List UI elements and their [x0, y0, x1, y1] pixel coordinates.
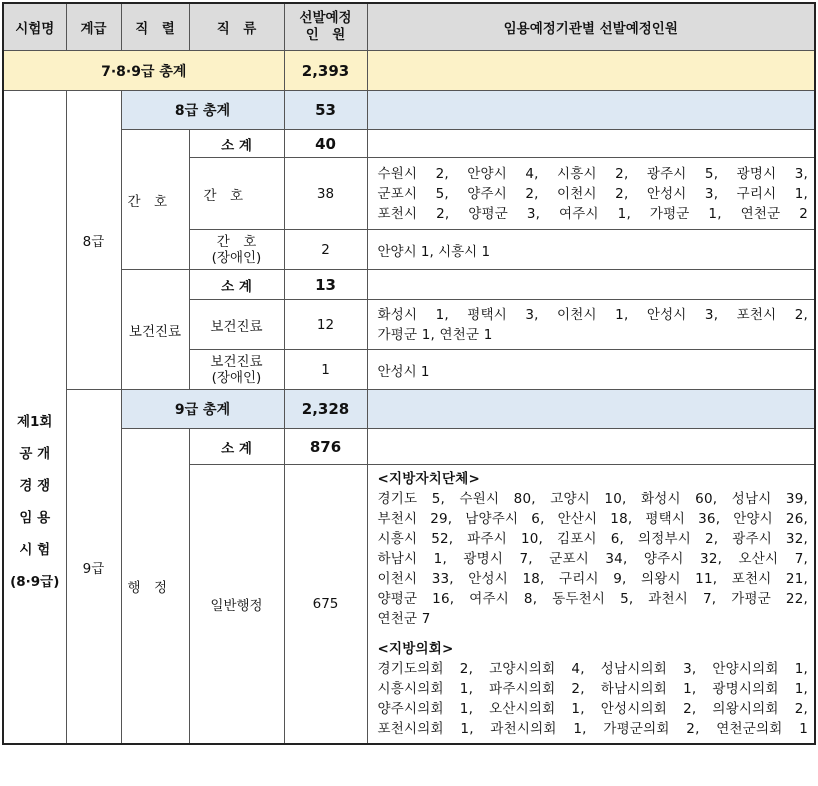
- header-planned-line1: 선발예정: [299, 10, 352, 26]
- agency-line: 화성시 1, 평택시 3, 이천시 1, 안성시 3, 포천시 2,: [377, 306, 808, 323]
- header-grade: 계급: [66, 3, 121, 51]
- admin-subtotal-value: 876: [284, 429, 367, 465]
- agency-line: 하남시 1, 광명시 7, 군포시 34, 양주시 32, 오산시 7,: [377, 551, 808, 567]
- health-type: 보건진료: [189, 300, 284, 350]
- health-disabled-type-line2: (장애인): [211, 369, 262, 386]
- nursing-series: 간 호: [127, 193, 168, 210]
- health-disabled-type-line1: 보건진료: [210, 353, 263, 370]
- agency-line: 수원시 2, 안양시 4, 시흥시 2, 광주시 5, 광명시 3,: [377, 165, 808, 182]
- header-planned: [284, 3, 367, 51]
- admin-type: 일반행정: [189, 465, 284, 745]
- admin-subtotal-agencies: [367, 429, 815, 465]
- nursing-count: 38: [284, 158, 367, 230]
- health-disabled-type: [189, 350, 284, 390]
- grade9-total-value: 2,328: [284, 390, 367, 429]
- grade8-total-agencies: [367, 91, 815, 130]
- exam-name-line: 시 험: [19, 542, 51, 558]
- health-subtotal-label: 소 계: [189, 270, 284, 300]
- nursing-type-cell: [189, 158, 284, 230]
- grand-total-row: [3, 51, 815, 91]
- agency-line: 연천군 7: [377, 611, 431, 627]
- grade8-total-value: 53: [284, 91, 367, 130]
- nursing-disabled-type: [189, 230, 284, 270]
- agency-line: 시흥시 52, 파주시 10, 김포시 6, 의정부시 2, 광주시 32,: [377, 531, 808, 547]
- group-gap: [378, 629, 809, 637]
- admin-count: 675: [284, 465, 367, 745]
- agency-line: 부천시 29, 남양주시 6, 안산시 18, 평택시 36, 안양시 26,: [377, 511, 808, 527]
- group-heading-local-council: <지방의회>: [377, 641, 454, 657]
- nursing-subtotal-value: 40: [284, 130, 367, 158]
- grand-total-agencies: [367, 51, 815, 91]
- grade9-total-label: 9급 총계: [121, 390, 284, 429]
- health-agencies: [367, 300, 815, 350]
- grade9-total-row: [3, 390, 815, 429]
- agency-line: 시흥시의회 1, 파주시의회 2, 하남시의회 1, 광명시의회 1,: [377, 681, 808, 697]
- nursing-type: 간 호: [203, 187, 244, 204]
- agency-line: 양평군 16, 여주시 8, 동두천시 5, 과천시 7, 가평군 22,: [377, 591, 808, 607]
- admin-series-cell: [121, 429, 189, 745]
- nursing-disabled-agencies: 안양시 1, 시흥시 1: [367, 230, 815, 270]
- agency-line: 경기도의회 2, 고양시의회 4, 성남시의회 3, 안양시의회 1,: [377, 661, 808, 677]
- health-disabled-agencies: 안성시 1: [367, 350, 815, 390]
- exam-name-line: 공 개: [19, 446, 51, 462]
- header-row: [3, 3, 815, 51]
- agency-line: 양주시의회 1, 오산시의회 1, 안성시의회 2, 의왕시의회 2,: [377, 701, 808, 717]
- health-disabled-count: 1: [284, 350, 367, 390]
- agency-line: 군포시 5, 양주시 2, 이천시 2, 안성시 3, 구리시 1,: [377, 185, 808, 202]
- grade9-cell: 9급: [66, 390, 121, 745]
- nursing-disabled-count: 2: [284, 230, 367, 270]
- health-subtotal-agencies: [367, 270, 815, 300]
- nursing-series-cell: [121, 130, 189, 270]
- agency-line: 포천시의회 1, 과천시의회 1, 가평군의회 2, 연천군의회 1: [377, 721, 808, 737]
- nursing-subtotal-agencies: [367, 130, 815, 158]
- exam-name-line: 임 용: [19, 510, 51, 526]
- exam-name-line: 제1회: [17, 414, 53, 430]
- grand-total-label: 7·8·9급 총계: [3, 51, 284, 91]
- admin-agencies: [367, 465, 815, 745]
- header-type: 직 류: [189, 3, 284, 51]
- header-planned-line2: 인 원: [305, 27, 346, 43]
- header-exam: 시험명: [3, 3, 66, 51]
- exam-name-line: (8·9급): [10, 574, 60, 590]
- agency-line: 포천시 2, 양평군 3, 여주시 1, 가평군 1, 연천군 2: [377, 205, 808, 222]
- health-series: 보건진료: [121, 270, 189, 390]
- grade8-total-row: [3, 91, 815, 130]
- admin-subtotal-label: 소 계: [189, 429, 284, 465]
- recruitment-table: [2, 2, 816, 745]
- grand-total-value: 2,393: [284, 51, 367, 91]
- group-heading-local-gov: <지방자치단체>: [377, 471, 480, 487]
- header-series: 직 렬: [121, 3, 189, 51]
- admin-subtotal-row: [3, 429, 815, 465]
- grade9-total-agencies: [367, 390, 815, 429]
- grade8-total-label: 8급 총계: [121, 91, 284, 130]
- grade8-cell: 8급: [66, 91, 121, 390]
- agency-line: 경기도 5, 수원시 80, 고양시 10, 화성시 60, 성남시 39,: [377, 491, 808, 507]
- nursing-subtotal-label: 소 계: [189, 130, 284, 158]
- health-subtotal-row: [3, 270, 815, 300]
- admin-series: 행 정: [127, 580, 168, 596]
- health-subtotal-value: 13: [284, 270, 367, 300]
- health-count: 12: [284, 300, 367, 350]
- agency-line: 가평군 1, 연천군 1: [377, 326, 493, 343]
- exam-name-line: 경 쟁: [19, 478, 51, 494]
- exam-name-cell: [3, 91, 66, 745]
- nursing-subtotal-row: [3, 130, 815, 158]
- agency-line: 이천시 33, 안성시 18, 구리시 9, 의왕시 11, 포천시 21,: [377, 571, 808, 587]
- header-agencies: 임용예정기관별 선발예정인원: [367, 3, 815, 51]
- nursing-agencies: [367, 158, 815, 230]
- nursing-disabled-type-line1: 간 호: [216, 233, 257, 250]
- nursing-disabled-type-line2: (장애인): [211, 249, 262, 266]
